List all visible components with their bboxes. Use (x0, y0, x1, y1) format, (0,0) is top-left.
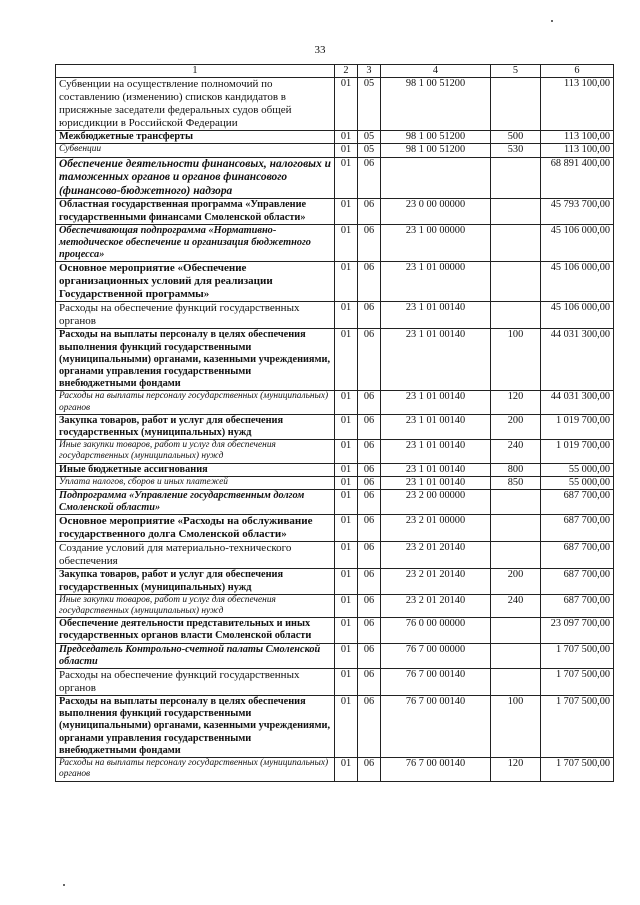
amount-cell: 687 700,00 (541, 490, 614, 515)
section-code-cell: 01 (335, 463, 358, 476)
row-name-cell: Иные закупки товаров, работ и услуг для обеспечения государственных (муниципальных) нужд (56, 594, 335, 617)
section-code-cell: 01 (335, 515, 358, 542)
subsection-code-cell: 06 (358, 391, 381, 414)
target-article-cell: 23 1 01 00000 (381, 262, 491, 302)
target-article-cell: 76 7 00 00140 (381, 758, 491, 781)
expense-type-cell: 100 (491, 696, 541, 758)
amount-cell: 113 100,00 (541, 78, 614, 131)
table-row (56, 157, 614, 199)
expense-type-cell: 240 (491, 594, 541, 617)
table-row (56, 476, 614, 489)
subsection-code-cell: 06 (358, 594, 381, 617)
table-row (56, 391, 614, 414)
section-code-cell: 01 (335, 440, 358, 463)
column-header-target-code: 4 (381, 65, 491, 78)
row-name-cell: Председатель Контрольно-счетной палаты Смоленской области (56, 643, 335, 668)
section-code-cell: 01 (335, 262, 358, 302)
subsection-code-cell: 06 (358, 414, 381, 439)
subsection-code-cell: 06 (358, 463, 381, 476)
amount-cell: 1 707 500,00 (541, 643, 614, 668)
expense-type-cell (491, 542, 541, 569)
table-row (56, 414, 614, 439)
amount-cell: 44 031 300,00 (541, 329, 614, 391)
expense-type-cell (491, 224, 541, 262)
row-name-cell: Иные бюджетные ассигнования (56, 463, 335, 476)
amount-cell: 687 700,00 (541, 594, 614, 617)
table-row (56, 758, 614, 781)
table-row (56, 329, 614, 391)
target-article-cell: 76 0 00 00000 (381, 618, 491, 643)
section-code-cell: 01 (335, 669, 358, 696)
table-row (56, 131, 614, 144)
column-header-section: 2 (335, 65, 358, 78)
target-article-cell: 23 2 01 00000 (381, 515, 491, 542)
row-name-cell: Основное мероприятие «Расходы на обслуживание государственного долга Смоленской области» (56, 515, 335, 542)
subsection-code-cell: 06 (358, 542, 381, 569)
row-name-cell: Субвенции на осуществление полномочий по составлению (изменению) списков кандидатов в присяжные заседатели федеральных судов общей юрисдикции в Российской Федерации (56, 78, 335, 131)
target-article-cell: 23 1 01 00140 (381, 302, 491, 329)
expense-type-cell: 120 (491, 758, 541, 781)
expense-type-cell: 500 (491, 131, 541, 144)
amount-cell: 23 097 700,00 (541, 618, 614, 643)
section-code-cell: 01 (335, 224, 358, 262)
subsection-code-cell: 06 (358, 302, 381, 329)
section-code-cell: 01 (335, 696, 358, 758)
expense-type-cell (491, 643, 541, 668)
target-article-cell: 98 1 00 51200 (381, 144, 491, 157)
section-code-cell: 01 (335, 391, 358, 414)
row-name-cell: Расходы на обеспечение функций государственных органов (56, 302, 335, 329)
amount-cell: 44 031 300,00 (541, 391, 614, 414)
target-article-cell: 98 1 00 51200 (381, 131, 491, 144)
target-article-cell: 23 2 01 20140 (381, 594, 491, 617)
subsection-code-cell: 06 (358, 696, 381, 758)
section-code-cell: 01 (335, 542, 358, 569)
table-row (56, 440, 614, 463)
table-row (56, 463, 614, 476)
budget-table (55, 64, 614, 782)
row-name-cell: Основное мероприятие «Обеспечение организационных условий для реализации Государственной программы» (56, 262, 335, 302)
amount-cell: 45 106 000,00 (541, 262, 614, 302)
subsection-code-cell: 06 (358, 224, 381, 262)
expense-type-cell (491, 302, 541, 329)
target-article-cell: 23 1 01 00140 (381, 440, 491, 463)
amount-cell: 45 793 700,00 (541, 199, 614, 224)
subsection-code-cell: 06 (358, 262, 381, 302)
expense-type-cell: 100 (491, 329, 541, 391)
expense-type-cell (491, 262, 541, 302)
row-name-cell: Подпрограмма «Управление государственным долгом Смоленской области» (56, 490, 335, 515)
row-name-cell: Закупка товаров, работ и услуг для обеспечения государственных (муниципальных) нужд (56, 569, 335, 594)
section-code-cell: 01 (335, 157, 358, 199)
table-row (56, 542, 614, 569)
target-article-cell: 23 1 01 00140 (381, 329, 491, 391)
column-header-amount: 6 (541, 65, 614, 78)
amount-cell: 687 700,00 (541, 569, 614, 594)
table-row (56, 302, 614, 329)
amount-cell: 113 100,00 (541, 144, 614, 157)
subsection-code-cell: 06 (358, 440, 381, 463)
expense-type-cell (491, 618, 541, 643)
target-article-cell: 23 2 01 20140 (381, 542, 491, 569)
row-name-cell: Обеспечение деятельности представительных и иных государственных органов власти Смоленской области (56, 618, 335, 643)
table-row (56, 224, 614, 262)
row-name-cell: Расходы на выплаты персоналу в целях обеспечения выполнения функций государственными (муниципальными) органами, казенными учреждениями, органами управления государственными внебюджетными фондами (56, 696, 335, 758)
subsection-code-cell: 06 (358, 157, 381, 199)
row-name-cell: Иные закупки товаров, работ и услуг для обеспечения государственных (муниципальных) нужд (56, 440, 335, 463)
subsection-code-cell: 06 (358, 515, 381, 542)
expense-type-cell (491, 78, 541, 131)
amount-cell: 1 707 500,00 (541, 758, 614, 781)
scan-speck (63, 884, 65, 886)
row-name-cell: Расходы на выплаты персоналу в целях обеспечения выполнения функций государственными (муниципальными) органами, казенными учреждениями, органами управления государственными внебюджетными фондами (56, 329, 335, 391)
target-article-cell: 76 7 00 00000 (381, 643, 491, 668)
amount-cell: 55 000,00 (541, 476, 614, 489)
subsection-code-cell: 05 (358, 131, 381, 144)
amount-cell: 55 000,00 (541, 463, 614, 476)
expense-type-cell: 850 (491, 476, 541, 489)
expense-type-cell: 200 (491, 414, 541, 439)
amount-cell: 1 707 500,00 (541, 696, 614, 758)
table-row (56, 569, 614, 594)
expense-type-cell (491, 515, 541, 542)
row-name-cell: Расходы на выплаты персоналу государственных (муниципальных) органов (56, 758, 335, 781)
table-body (56, 78, 614, 781)
budget-table-container (55, 64, 613, 782)
amount-cell: 68 891 400,00 (541, 157, 614, 199)
section-code-cell: 01 (335, 199, 358, 224)
section-code-cell: 01 (335, 302, 358, 329)
expense-type-cell: 240 (491, 440, 541, 463)
target-article-cell: 23 2 00 00000 (381, 490, 491, 515)
table-row (56, 594, 614, 617)
amount-cell: 687 700,00 (541, 515, 614, 542)
amount-cell: 1 019 700,00 (541, 440, 614, 463)
header-row (56, 65, 614, 78)
target-article-cell (381, 157, 491, 199)
table-row (56, 78, 614, 131)
row-name-cell: Обеспечение деятельности финансовых, налоговых и таможенных органов и органов финансового (финансово-бюджетного) надзора (56, 157, 335, 199)
target-article-cell: 23 1 01 00140 (381, 463, 491, 476)
row-name-cell: Областная государственная программа «Управление государственными финансами Смоленской области» (56, 199, 335, 224)
section-code-cell: 01 (335, 144, 358, 157)
subsection-code-cell: 05 (358, 144, 381, 157)
section-code-cell: 01 (335, 414, 358, 439)
subsection-code-cell: 06 (358, 618, 381, 643)
expense-type-cell: 200 (491, 569, 541, 594)
row-name-cell: Субвенции (56, 144, 335, 157)
subsection-code-cell: 06 (358, 329, 381, 391)
row-name-cell: Межбюджетные трансферты (56, 131, 335, 144)
table-row (56, 262, 614, 302)
section-code-cell: 01 (335, 758, 358, 781)
section-code-cell: 01 (335, 594, 358, 617)
row-name-cell: Уплата налогов, сборов и иных платежей (56, 476, 335, 489)
expense-type-cell: 800 (491, 463, 541, 476)
subsection-code-cell: 06 (358, 569, 381, 594)
section-code-cell: 01 (335, 476, 358, 489)
target-article-cell: 23 2 01 20140 (381, 569, 491, 594)
target-article-cell: 23 1 01 00140 (381, 476, 491, 489)
target-article-cell: 23 0 00 00000 (381, 199, 491, 224)
column-header-subsection: 3 (358, 65, 381, 78)
table-row (56, 643, 614, 668)
target-article-cell: 76 7 00 00140 (381, 669, 491, 696)
section-code-cell: 01 (335, 569, 358, 594)
section-code-cell: 01 (335, 490, 358, 515)
amount-cell: 113 100,00 (541, 131, 614, 144)
scan-speck (551, 20, 553, 22)
subsection-code-cell: 06 (358, 199, 381, 224)
expense-type-cell (491, 157, 541, 199)
row-name-cell: Расходы на обеспечение функций государственных органов (56, 669, 335, 696)
subsection-code-cell: 06 (358, 643, 381, 668)
row-name-cell: Закупка товаров, работ и услуг для обеспечения государственных (муниципальных) нужд (56, 414, 335, 439)
table-row (56, 618, 614, 643)
table-row (56, 515, 614, 542)
amount-cell: 687 700,00 (541, 542, 614, 569)
expense-type-cell: 530 (491, 144, 541, 157)
table-row (56, 490, 614, 515)
table-row (56, 144, 614, 157)
row-name-cell: Создание условий для материально-технического обеспечения (56, 542, 335, 569)
row-name-cell: Расходы на выплаты персоналу государственных (муниципальных) органов (56, 391, 335, 414)
expense-type-cell: 120 (491, 391, 541, 414)
column-header-name: 1 (56, 65, 335, 78)
subsection-code-cell: 06 (358, 476, 381, 489)
section-code-cell: 01 (335, 131, 358, 144)
expense-type-cell (491, 490, 541, 515)
table-row (56, 696, 614, 758)
table-row (56, 199, 614, 224)
column-header-expense-type: 5 (491, 65, 541, 78)
table-row (56, 669, 614, 696)
expense-type-cell (491, 199, 541, 224)
target-article-cell: 98 1 00 51200 (381, 78, 491, 131)
target-article-cell: 76 7 00 00140 (381, 696, 491, 758)
amount-cell: 1 019 700,00 (541, 414, 614, 439)
row-name-cell: Обеспечивающая подпрограмма «Нормативно-методическое обеспечение и организация бюджетного процесса» (56, 224, 335, 262)
section-code-cell: 01 (335, 618, 358, 643)
amount-cell: 45 106 000,00 (541, 224, 614, 262)
subsection-code-cell: 05 (358, 78, 381, 131)
page-number: 33 (314, 44, 326, 56)
target-article-cell: 23 1 01 00140 (381, 391, 491, 414)
amount-cell: 45 106 000,00 (541, 302, 614, 329)
expense-type-cell (491, 669, 541, 696)
subsection-code-cell: 06 (358, 669, 381, 696)
section-code-cell: 01 (335, 78, 358, 131)
amount-cell: 1 707 500,00 (541, 669, 614, 696)
target-article-cell: 23 1 01 00140 (381, 414, 491, 439)
subsection-code-cell: 06 (358, 490, 381, 515)
section-code-cell: 01 (335, 329, 358, 391)
target-article-cell: 23 1 00 00000 (381, 224, 491, 262)
subsection-code-cell: 06 (358, 758, 381, 781)
section-code-cell: 01 (335, 643, 358, 668)
